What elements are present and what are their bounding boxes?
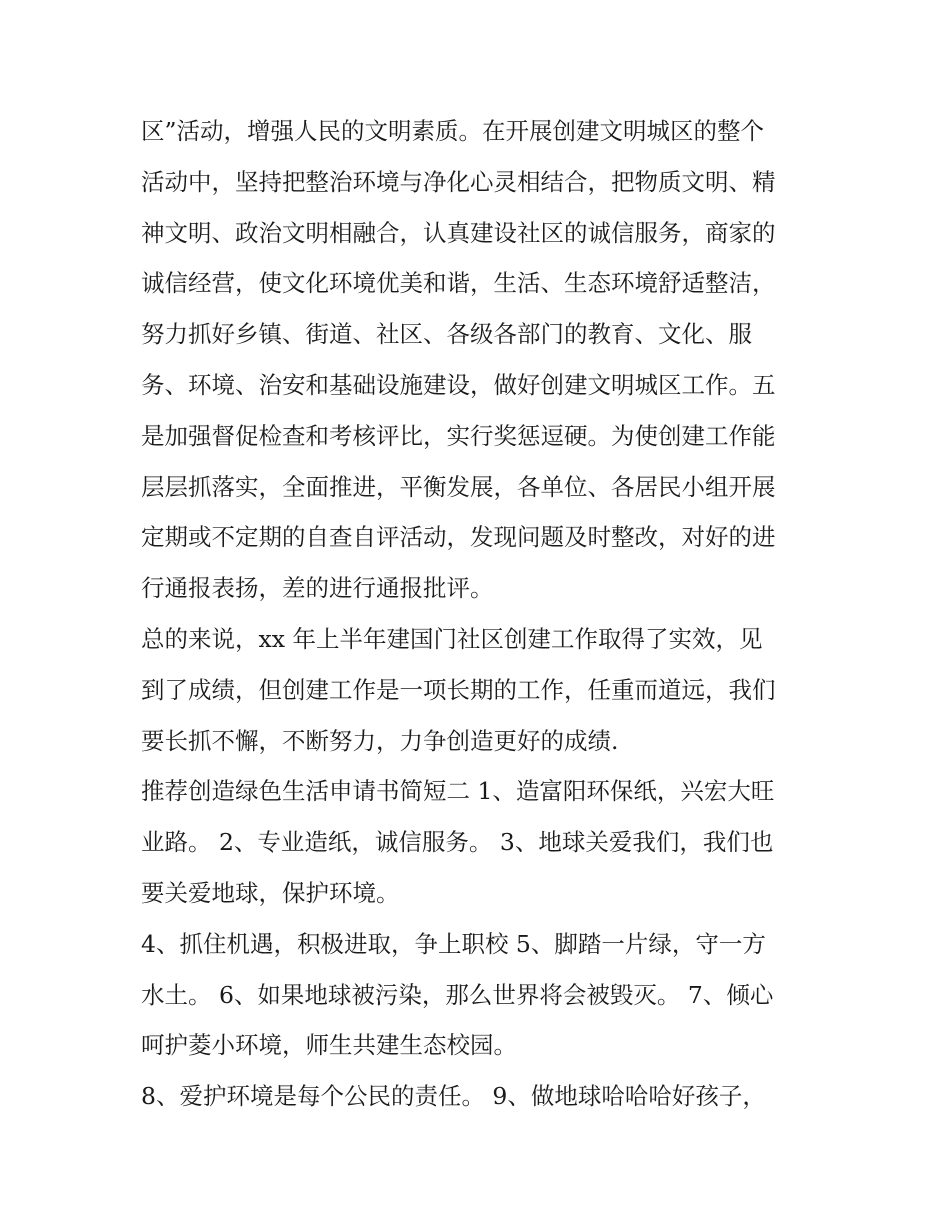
text-line: 业路。 2、专业造纸，诚信服务。 3、地球关爱我们，我们也 — [141, 828, 774, 857]
text-line: 活动中，坚持把整治环境与净化心灵相结合，把物质文明、精 — [141, 167, 776, 196]
text-line: 行通报表扬，差的进行通报批评。 — [141, 574, 494, 603]
paragraph-5 — [141, 1071, 813, 1122]
paragraph-4 — [141, 919, 813, 1071]
text-line: 要长抓不懈，不断努力，力争创造更好的成绩. — [141, 726, 619, 755]
text-line: 定期或不定期的自查自评活动，发现问题及时整改，对好的进 — [141, 523, 776, 552]
text-line: 努力抓好乡镇、街道、社区、各级各部门的教育、文化、服 — [141, 320, 752, 349]
text-line: 诚信经营，使文化环境优美和谐，生活、生态环境舒适整洁， — [141, 269, 776, 298]
text-line: 到了成绩，但创建工作是一项长期的工作，任重而道远，我们 — [141, 675, 776, 704]
text-line: 4、抓住机遇，积极进取，争上职校 5、脚踏一片绿，守一方 — [141, 929, 766, 958]
document-body — [141, 106, 813, 1122]
text-line: 神文明、政治文明相融合，认真建设社区的诚信服务，商家的 — [141, 218, 776, 247]
text-line: 务、环境、治安和基础设施建设，做好创建文明城区工作。五 — [141, 370, 776, 399]
text-line: 层层抓落实，全面推进，平衡发展，各单位、各居民小组开展 — [141, 472, 776, 501]
paragraph-1 — [141, 106, 813, 614]
text-line: 8、爱护环境是每个公民的责任。 9、做地球哈哈哈好孩子， — [141, 1082, 766, 1111]
text-line: 水土。 6、如果地球被污染，那么世界将会被毁灭。 7、倾心 — [141, 980, 774, 1009]
text-line: 总的来说，xx 年上半年建国门社区创建工作取得了实效，见 — [141, 624, 763, 653]
text-line: 推荐创造绿色生活申请书简短二 1、造富阳环保纸，兴宏大旺 — [141, 777, 775, 806]
paragraph-3 — [141, 766, 813, 918]
text-line: 区”活动，增强人民的文明素质。在开展创建文明城区的整个 — [141, 117, 765, 145]
text-line: 是加强督促检查和考核评比，实行奖惩逗硬。为使创建工作能 — [141, 421, 776, 450]
paragraph-2 — [141, 614, 813, 766]
text-line: 呵护菱小环境，师生共建生态校园。 — [141, 1031, 517, 1060]
text-line: 要关爱地球，保护环境。 — [141, 878, 400, 907]
